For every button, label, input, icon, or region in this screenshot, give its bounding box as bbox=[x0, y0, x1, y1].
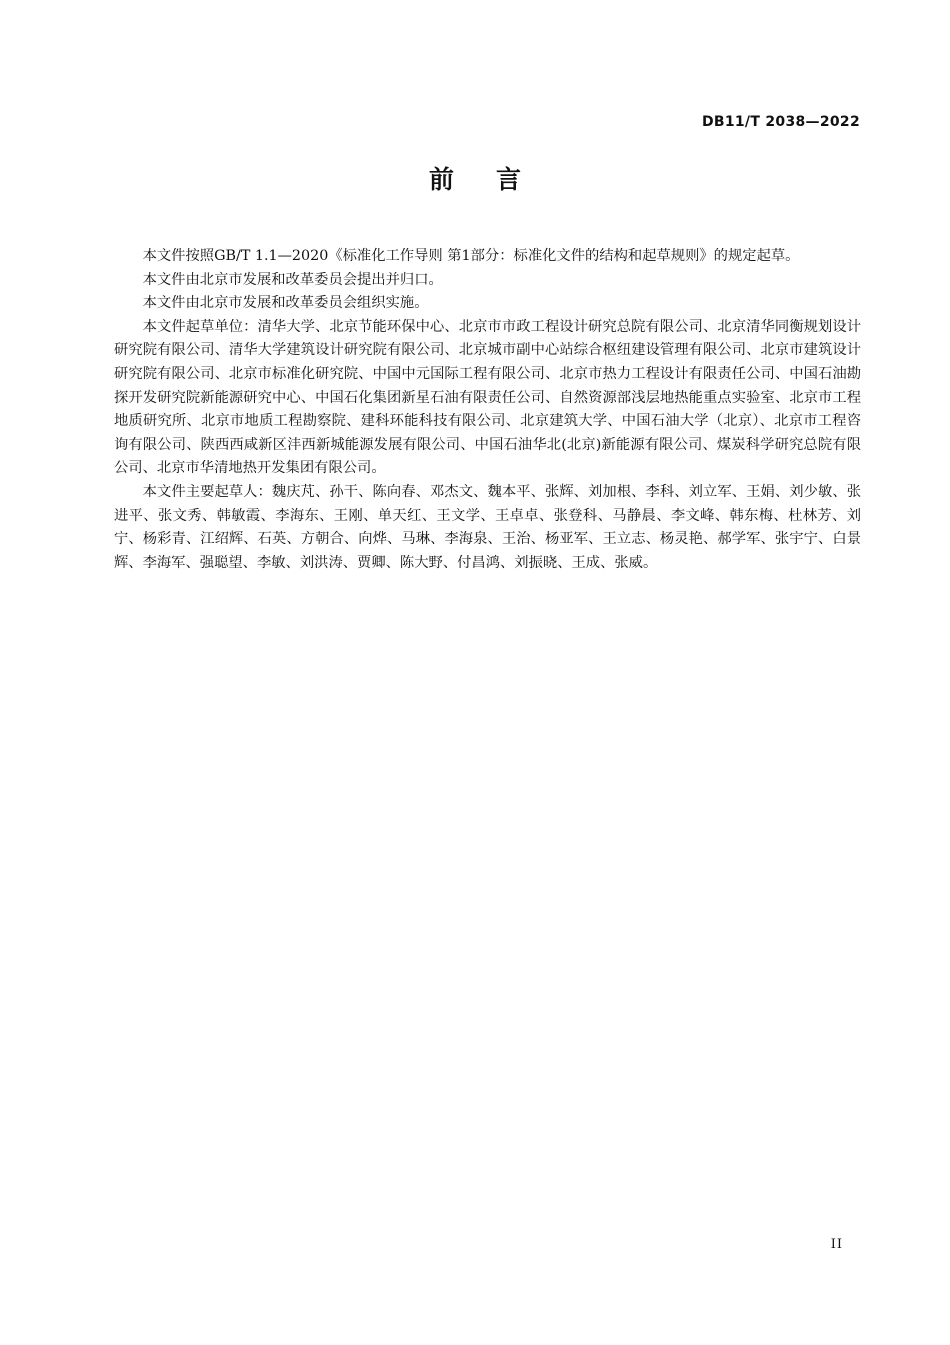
document-code: DB11/T 2038—2022 bbox=[701, 114, 860, 130]
document-body bbox=[114, 245, 861, 575]
paragraph-proposer: 本文件由北京市发展和改革委员会提出并归口。 bbox=[142, 271, 443, 288]
page-title: 前言 bbox=[428, 165, 563, 194]
paragraph-drafting-units: 本文件起草单位：清华大学、北京节能环保中心、北京市市政工程设计研究总院有限公司、北京清华同衡规划设计研究院有限公司、清华大学建筑设计研究院有限公司、北京城市副中心站综合枢纽建设管理有限公司、北京市建筑设计研究院有限公司、北京市标准化研究院、中国中元国际工程有限公司、北京市热力工程设计有限责任公司、中国石油勘探开发研究院新能源研究中心、中国石化集团新星石油有限责任公司、自然资源部浅层地热能重点实验室、北京市工程地质研究所、北京市地质工程勘察院、建科环能科技有限公司、北京建筑大学、中国石油大学（北京）、北京市工程咨询有限公司、陕西西咸新区沣西新城能源发展有限公司、中国石油华北(北京)新能源有限公司、煤炭科学研究总院有限公司、北京市华清地热开发集团有限公司。 bbox=[114, 318, 861, 477]
paragraph-drafting-rules: 本文件按照GB/T 1.1—2020《标准化工作导则 第1部分：标准化文件的结构和起草规则》的规定起草。 bbox=[142, 248, 800, 264]
page-number: II bbox=[830, 1237, 843, 1252]
paragraph-implementer: 本文件由北京市发展和改革委员会组织实施。 bbox=[142, 295, 429, 312]
paragraph-drafters: 本文件主要起草人：魏庆芃、孙干、陈向春、邓杰文、魏本平、张辉、刘加根、李科、刘立军、王娟、刘少敏、张进平、张文秀、韩敏霞、李海东、王刚、单天红、王文学、王卓卓、张登科、马静晨、李文峰、韩东梅、杜林芳、刘宁、杨彩青、江绍辉、石英、方朝合、向烨、马琳、李海泉、王治、杨亚军、王立志、杨灵艳、郝学军、张宇宁、白景辉、李海军、强聪望、李敏、刘洪涛、贾卿、陈大野、付昌鸿、刘振晓、王成、张威。 bbox=[114, 483, 861, 571]
